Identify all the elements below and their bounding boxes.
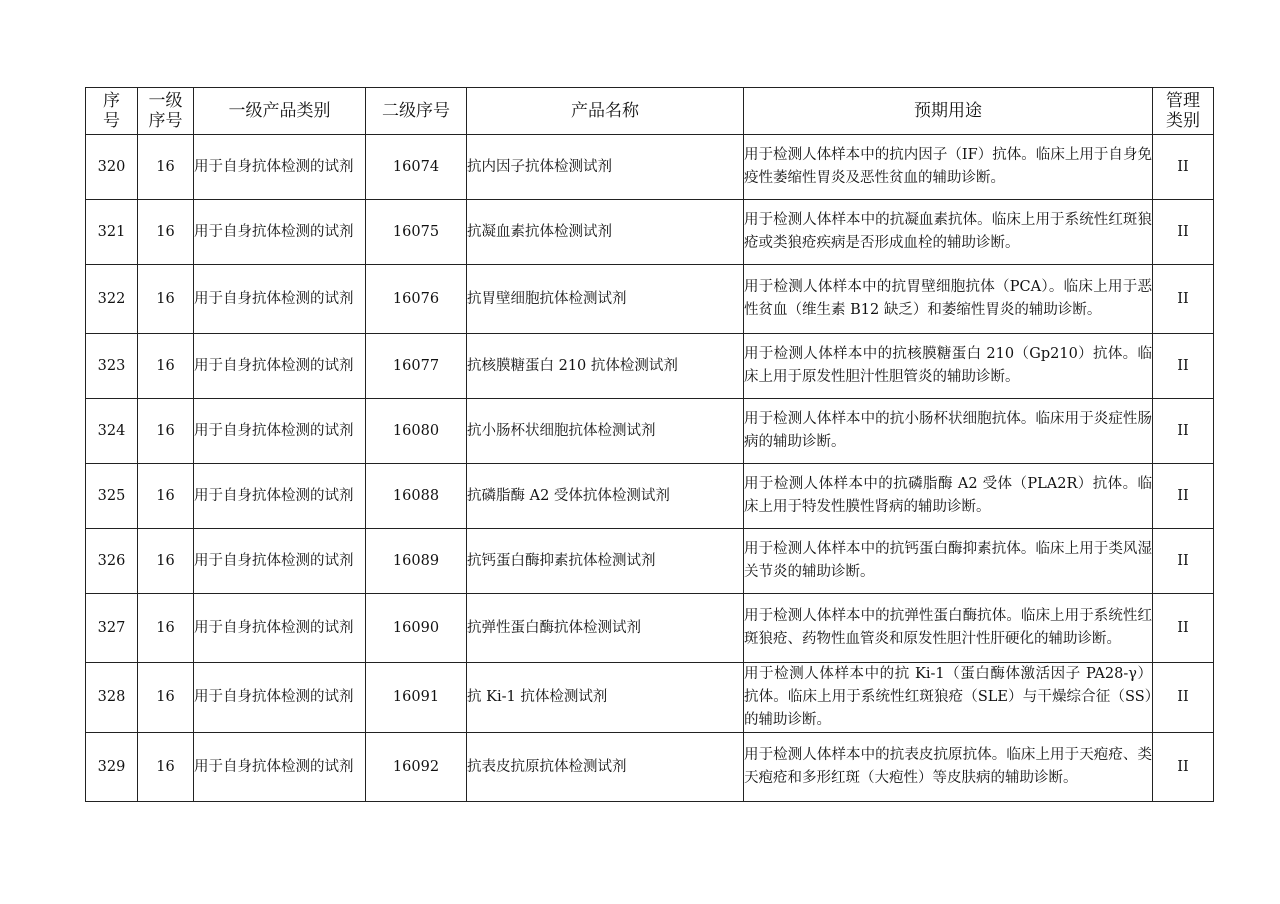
cell-seq: 326 (86, 529, 138, 594)
cell-l1-category: 用于自身抗体检测的试剂 (194, 663, 366, 733)
cell-seq: 322 (86, 265, 138, 334)
cell-intended-use: 用于检测人体样本中的抗弹性蛋白酶抗体。临床上用于系统性红斑狼疮、药物性血管炎和原发性胆汁性肝硬化的辅助诊断。 (744, 594, 1153, 663)
cell-mgmt-class: II (1153, 663, 1214, 733)
cell-l1-seq: 16 (138, 265, 194, 334)
cell-l1-seq: 16 (138, 200, 194, 265)
cell-l2-seq: 16089 (366, 529, 467, 594)
cell-mgmt-class: II (1153, 265, 1214, 334)
cell-l1-seq: 16 (138, 334, 194, 399)
cell-mgmt-class: II (1153, 733, 1214, 802)
cell-mgmt-class: II (1153, 464, 1214, 529)
cell-product-name: 抗弹性蛋白酶抗体检测试剂 (467, 594, 744, 663)
product-catalog-table (85, 87, 1214, 802)
table-row (86, 733, 1214, 802)
cell-product-name: 抗 Ki-1 抗体检测试剂 (467, 663, 744, 733)
cell-l2-seq: 16080 (366, 399, 467, 464)
header-l2-seq: 二级序号 (366, 88, 467, 135)
table-row (86, 334, 1214, 399)
cell-mgmt-class: II (1153, 529, 1214, 594)
header-intended-use: 预期用途 (744, 88, 1153, 135)
table-row (86, 135, 1214, 200)
cell-seq: 320 (86, 135, 138, 200)
cell-l2-seq: 16088 (366, 464, 467, 529)
cell-seq: 325 (86, 464, 138, 529)
cell-l1-seq: 16 (138, 529, 194, 594)
cell-l2-seq: 16090 (366, 594, 467, 663)
cell-l1-category: 用于自身抗体检测的试剂 (194, 265, 366, 334)
table-row (86, 464, 1214, 529)
cell-l1-category: 用于自身抗体检测的试剂 (194, 200, 366, 265)
cell-seq: 323 (86, 334, 138, 399)
table-row (86, 399, 1214, 464)
cell-l1-seq: 16 (138, 399, 194, 464)
cell-l1-category: 用于自身抗体检测的试剂 (194, 334, 366, 399)
cell-intended-use: 用于检测人体样本中的抗钙蛋白酶抑素抗体。临床上用于类风湿关节炎的辅助诊断。 (744, 529, 1153, 594)
table-row (86, 200, 1214, 265)
table-row (86, 594, 1214, 663)
cell-intended-use: 用于检测人体样本中的抗表皮抗原抗体。临床上用于天疱疮、类天疱疮和多形红斑（大疱性）等皮肤病的辅助诊断。 (744, 733, 1153, 802)
cell-product-name: 抗钙蛋白酶抑素抗体检测试剂 (467, 529, 744, 594)
cell-product-name: 抗表皮抗原抗体检测试剂 (467, 733, 744, 802)
header-l1-seq: 一级序号 (138, 88, 194, 135)
cell-intended-use: 用于检测人体样本中的抗核膜糖蛋白 210（Gp210）抗体。临床上用于原发性胆汁性胆管炎的辅助诊断。 (744, 334, 1153, 399)
table-row (86, 663, 1214, 733)
cell-seq: 324 (86, 399, 138, 464)
cell-intended-use: 用于检测人体样本中的抗胃壁细胞抗体（PCA）。临床上用于恶性贫血（维生素 B12 缺乏）和萎缩性胃炎的辅助诊断。 (744, 265, 1153, 334)
cell-mgmt-class: II (1153, 334, 1214, 399)
cell-l1-category: 用于自身抗体检测的试剂 (194, 135, 366, 200)
cell-l2-seq: 16076 (366, 265, 467, 334)
cell-seq: 327 (86, 594, 138, 663)
cell-l1-category: 用于自身抗体检测的试剂 (194, 399, 366, 464)
cell-l1-seq: 16 (138, 733, 194, 802)
cell-intended-use: 用于检测人体样本中的抗内因子（IF）抗体。临床上用于自身免疫性萎缩性胃炎及恶性贫血的辅助诊断。 (744, 135, 1153, 200)
header-seq: 序号 (86, 88, 138, 135)
cell-l2-seq: 16074 (366, 135, 467, 200)
cell-l1-seq: 16 (138, 135, 194, 200)
cell-product-name: 抗小肠杯状细胞抗体检测试剂 (467, 399, 744, 464)
cell-product-name: 抗核膜糖蛋白 210 抗体检测试剂 (467, 334, 744, 399)
cell-l2-seq: 16092 (366, 733, 467, 802)
cell-l1-category: 用于自身抗体检测的试剂 (194, 594, 366, 663)
cell-intended-use: 用于检测人体样本中的抗小肠杯状细胞抗体。临床用于炎症性肠病的辅助诊断。 (744, 399, 1153, 464)
cell-l2-seq: 16077 (366, 334, 467, 399)
cell-product-name: 抗磷脂酶 A2 受体抗体检测试剂 (467, 464, 744, 529)
cell-l1-seq: 16 (138, 464, 194, 529)
cell-product-name: 抗胃壁细胞抗体检测试剂 (467, 265, 744, 334)
cell-l1-seq: 16 (138, 594, 194, 663)
cell-l1-seq: 16 (138, 663, 194, 733)
cell-product-name: 抗内因子抗体检测试剂 (467, 135, 744, 200)
cell-intended-use: 用于检测人体样本中的抗 Ki-1（蛋白酶体激活因子 PA28-γ）抗体。临床上用于系统性红斑狼疮（SLE）与干燥综合征（SS）的辅助诊断。 (744, 663, 1153, 733)
header-mgmt-class: 管理类别 (1153, 88, 1214, 135)
header-product-name: 产品名称 (467, 88, 744, 135)
cell-mgmt-class: II (1153, 135, 1214, 200)
cell-mgmt-class: II (1153, 594, 1214, 663)
cell-intended-use: 用于检测人体样本中的抗磷脂酶 A2 受体（PLA2R）抗体。临床上用于特发性膜性肾病的辅助诊断。 (744, 464, 1153, 529)
cell-l2-seq: 16075 (366, 200, 467, 265)
header-row (86, 88, 1214, 135)
table-row (86, 265, 1214, 334)
cell-seq: 328 (86, 663, 138, 733)
cell-l1-category: 用于自身抗体检测的试剂 (194, 529, 366, 594)
table-row (86, 529, 1214, 594)
cell-l1-category: 用于自身抗体检测的试剂 (194, 733, 366, 802)
cell-mgmt-class: II (1153, 200, 1214, 265)
cell-mgmt-class: II (1153, 399, 1214, 464)
cell-seq: 329 (86, 733, 138, 802)
cell-l1-category: 用于自身抗体检测的试剂 (194, 464, 366, 529)
cell-seq: 321 (86, 200, 138, 265)
cell-product-name: 抗凝血素抗体检测试剂 (467, 200, 744, 265)
header-l1-category: 一级产品类别 (194, 88, 366, 135)
cell-intended-use: 用于检测人体样本中的抗凝血素抗体。临床上用于系统性红斑狼疮或类狼疮疾病是否形成血栓的辅助诊断。 (744, 200, 1153, 265)
cell-l2-seq: 16091 (366, 663, 467, 733)
